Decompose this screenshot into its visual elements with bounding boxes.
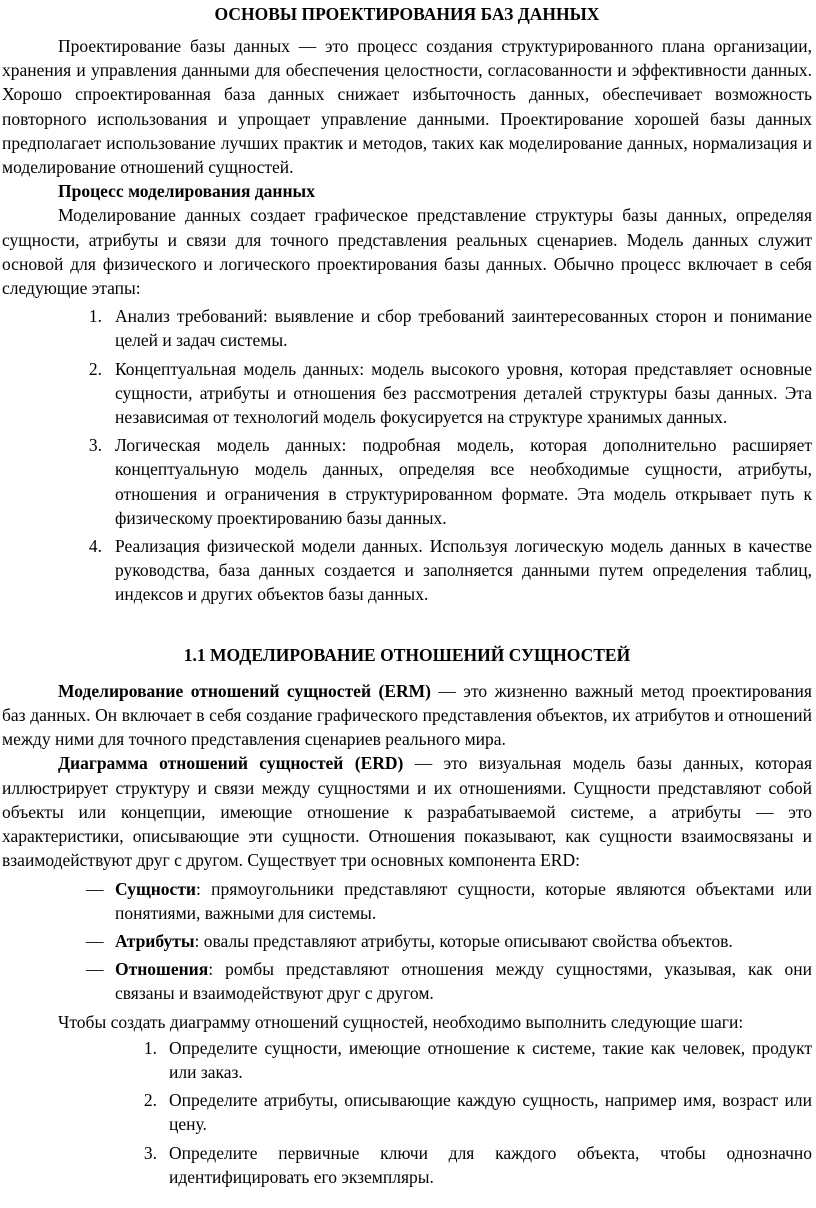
section-heading: 1.1 МОДЕЛИРОВАНИЕ ОТНОШЕНИЙ СУЩНОСТЕЙ [183, 644, 631, 665]
list-item [2, 534, 812, 607]
erm-paragraph [2, 679, 812, 752]
list-item [2, 929, 812, 953]
component-term: Сущности [115, 878, 197, 899]
list-item [2, 1036, 812, 1084]
intro-paragraph: Проектирование базы данных — это процесс создания структурированного плана организации, хранения и управления данными для обеспечения целостности, согласованности и эффективности данных. Хорошо спроектированная база данных снижает избыточность данных, обеспечивает возможность повторного использования и упрощает управление данными. Проектирование хорошей базы данных предполагает использование лучших практик и методов, таких как моделирование данных, нормализация и моделирование отношений сущностей. [2, 36, 812, 178]
process-paragraph: Моделирование данных создает графическое представление структуры базы данных, определяя сущности, атрибуты и связи для точного представления реальных сценариев. Модель данных служит основой для физического и логического проектирования базы данных. Обычно процесс включает в себя следующие этапы: [2, 205, 812, 299]
list-item [2, 877, 812, 925]
list-item-text: Концептуальная модель данных: модель высокого уровня, которая представляет основные сущности, атрибуты и отношения без рассмотрения деталей структуры базы данных. Эта независимая от технологий модель фокусируется на структуре хранимых данных. [115, 358, 812, 428]
component-term: Отношения [115, 959, 209, 980]
list-item [2, 957, 812, 1005]
list-item-text: Определите первичные ключи для каждого объекта, чтобы однозначно идентифицировать его экземпляры. [169, 1142, 812, 1187]
erd-term: Диаграмма отношений сущностей (ERD) [58, 753, 404, 774]
list-item-text: Логическая модель данных: подробная модель, которая дополнительно расширяет концептуальную модель данных, определяя все необходимые сущности, атрибуты, отношения и ограничения в структурированном формате. Эта модель открывает путь к физическому проектированию базы данных. [115, 435, 812, 528]
list-item-number: 3. [88, 435, 102, 456]
list-item-number: 3. [143, 1142, 157, 1163]
list-item-text: Анализ требований: выявление и сбор требований заинтересованных сторон и понимание целей и задач системы. [115, 306, 812, 351]
list-item-text: Определите сущности, имеющие отношение к системе, такие как человек, продукт или заказ. [169, 1037, 812, 1082]
list-item-text: Реализация физической модели данных. Используя логическую модель данных в качестве руководства, база данных создается и заполняется данными путем определения таблиц, индексов и других объектов базы данных. [115, 536, 812, 605]
list-item [2, 1088, 812, 1136]
erd-paragraph [2, 751, 812, 872]
list-item-number: 1. [88, 306, 102, 327]
dash-marker: — [86, 959, 104, 980]
component-text: : овалы представляют атрибуты, которые описывают свойства объектов. [194, 930, 733, 951]
erd-text: — это визуальная модель базы данных, которая иллюстрирует структуру и связи между сущностями и их отношениями. Сущности представляют собой объекты или концепции, имеющие отношение к разрабатываемой системе, а атрибуты — это характеристики, описывающие эти сущности. Отношения показывают, как сущности взаимосвязаны и взаимодействуют друг с другом. Существует три основных компонента ERD: [2, 753, 812, 871]
erd-steps-list [2, 1036, 812, 1189]
dash-marker: — [86, 930, 104, 951]
erm-text: — это жизненно важный метод проектирования баз данных. Он включает в себя создание графического представления объектов, их атрибутов и отношений между ними для точного представления сценариев реального мира. [2, 680, 812, 750]
process-heading: Процесс моделирования данных [58, 181, 315, 202]
list-item [2, 304, 812, 352]
erm-term: Моделирование отношений сущностей (ERM) [58, 680, 431, 701]
component-text: : прямоугольники представляют сущности, которые являются объектами или понятиями, важными для системы. [115, 878, 812, 923]
list-item-number: 2. [88, 358, 102, 379]
process-steps-list [2, 304, 812, 606]
list-item [2, 433, 812, 530]
components-list [2, 877, 812, 1006]
component-text: : ромбы представляют отношения между сущностями, указывая, как они связаны и взаимодействуют друг с другом. [115, 959, 812, 1004]
list-item [2, 1141, 812, 1189]
erd-steps-intro: Чтобы создать диаграмму отношений сущностей, необходимо выполнить следующие шаги: [58, 1011, 744, 1032]
component-term: Атрибуты [115, 930, 195, 951]
list-item-number: 1. [143, 1037, 157, 1058]
list-item [2, 357, 812, 430]
list-item-text: Определите атрибуты, описывающие каждую сущность, например имя, возраст или цену. [169, 1090, 812, 1135]
list-item-number: 2. [143, 1090, 157, 1111]
list-item-number: 4. [88, 536, 102, 557]
page-title: ОСНОВЫ ПРОЕКТИРОВАНИЯ БАЗ ДАННЫХ [214, 4, 600, 24]
dash-marker: — [86, 878, 104, 899]
